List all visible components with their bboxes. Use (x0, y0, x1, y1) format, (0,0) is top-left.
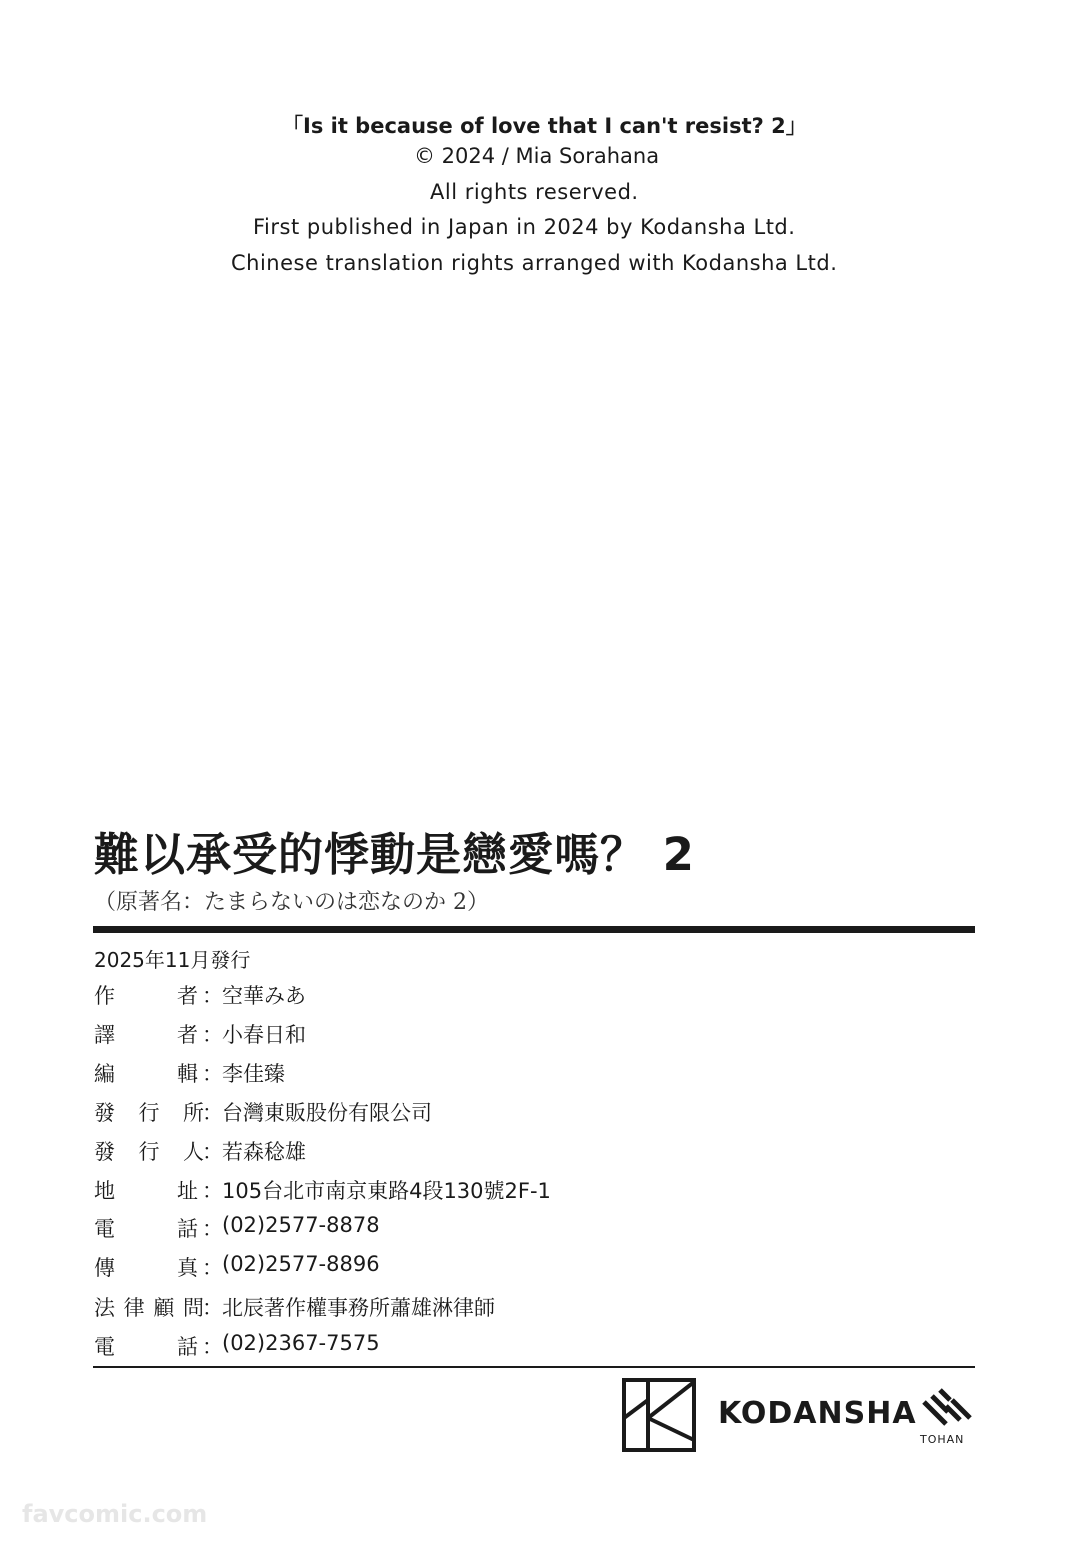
credit-label (94, 1019, 198, 1049)
credit-label-char: 者 (177, 1023, 198, 1047)
credit-label-char: 者 (177, 984, 198, 1008)
credit-label-char: 律 (123, 1296, 145, 1320)
watermark: favcomic.com (22, 1500, 208, 1528)
credit-label-char: 真 (177, 1256, 198, 1280)
credit-value: 105台北市南京東路4段130號2F-1 (222, 1179, 551, 1203)
credit-label (94, 1331, 198, 1361)
credit-label-char: 人 (183, 1140, 204, 1164)
credit-label-char: 地 (94, 1179, 115, 1203)
credit-label (94, 1292, 204, 1322)
credit-label-char: 電 (94, 1217, 115, 1241)
credit-label-char: 編 (94, 1062, 115, 1086)
credit-value: 若森稔雄 (222, 1140, 306, 1164)
first-published: First published in Japan in 2024 by Kodansha Ltd. (253, 215, 796, 239)
rights-reserved: All rights reserved. (430, 180, 639, 204)
credit-value: 空華みあ (222, 984, 306, 1008)
credit-label-char: 發 (94, 1101, 115, 1125)
credit-label-char: 行 (138, 1140, 160, 1164)
credit-label-char: 話 (177, 1335, 198, 1359)
translation-rights: Chinese translation rights arranged with Kodansha Ltd. (231, 251, 838, 275)
credit-colon: ： (202, 1140, 223, 1164)
credit-label (94, 1136, 204, 1166)
kodansha-mark-icon (622, 1378, 696, 1452)
credit-value: 小春日和 (222, 1023, 306, 1047)
credit-label-char: 所 (183, 1101, 204, 1125)
book-title: 難以承受的悸動是戀愛嗎？ 2 (94, 828, 695, 881)
tohan-logo-text: TOHAN (920, 1433, 965, 1446)
credit-label (94, 1097, 204, 1127)
credit-label-char: 輯 (177, 1062, 198, 1086)
credit-value: 北辰著作權事務所蕭雄淋律師 (222, 1296, 495, 1320)
credit-label-char: 譯 (94, 1023, 115, 1047)
credit-colon: ： (202, 1217, 223, 1241)
credit-colon: ： (202, 984, 223, 1008)
footer-divider (93, 1366, 975, 1368)
credit-colon: ： (202, 1296, 223, 1320)
credit-colon: ： (202, 1179, 223, 1203)
credit-colon: ： (202, 1335, 223, 1359)
english-title: 「Is it because of love that I can't resist? 2」 (282, 114, 807, 138)
credit-label-char: 作 (94, 984, 115, 1008)
credit-label-char: 傳 (94, 1256, 115, 1280)
credit-value: (02)2367-7575 (222, 1331, 380, 1355)
credit-colon: ： (202, 1256, 223, 1280)
credit-colon: ： (202, 1062, 223, 1086)
credit-label (94, 980, 198, 1010)
credit-label (94, 1252, 198, 1282)
credit-label (94, 1058, 198, 1088)
credit-value: (02)2577-8896 (222, 1252, 380, 1276)
credit-label (94, 1213, 198, 1243)
publish-date: 2025年11月發行 (94, 948, 251, 972)
credit-label (94, 1175, 198, 1205)
title-divider (93, 926, 975, 933)
copyright-notice: © 2024 / Mia Sorahana (414, 144, 660, 168)
credit-label-char: 顧 (153, 1296, 175, 1320)
credit-label-char: 發 (94, 1140, 115, 1164)
original-title: （原著名：たまらないのは恋なのか 2） (94, 890, 489, 915)
kodansha-logo-text: KODANSHA (718, 1396, 917, 1431)
credit-colon: ： (202, 1023, 223, 1047)
credit-colon: ： (202, 1101, 223, 1125)
credit-label-char: 問 (182, 1296, 204, 1320)
tohan-mark-icon (920, 1386, 976, 1434)
credit-value: 台灣東販股份有限公司 (222, 1101, 432, 1125)
credit-label-char: 行 (138, 1101, 160, 1125)
credit-label-char: 址 (177, 1179, 198, 1203)
credit-value: 李佳臻 (222, 1062, 285, 1086)
credit-label-char: 法 (94, 1296, 115, 1320)
credit-label-char: 話 (177, 1217, 198, 1241)
credit-label-char: 電 (94, 1335, 115, 1359)
credit-value: (02)2577-8878 (222, 1213, 380, 1237)
